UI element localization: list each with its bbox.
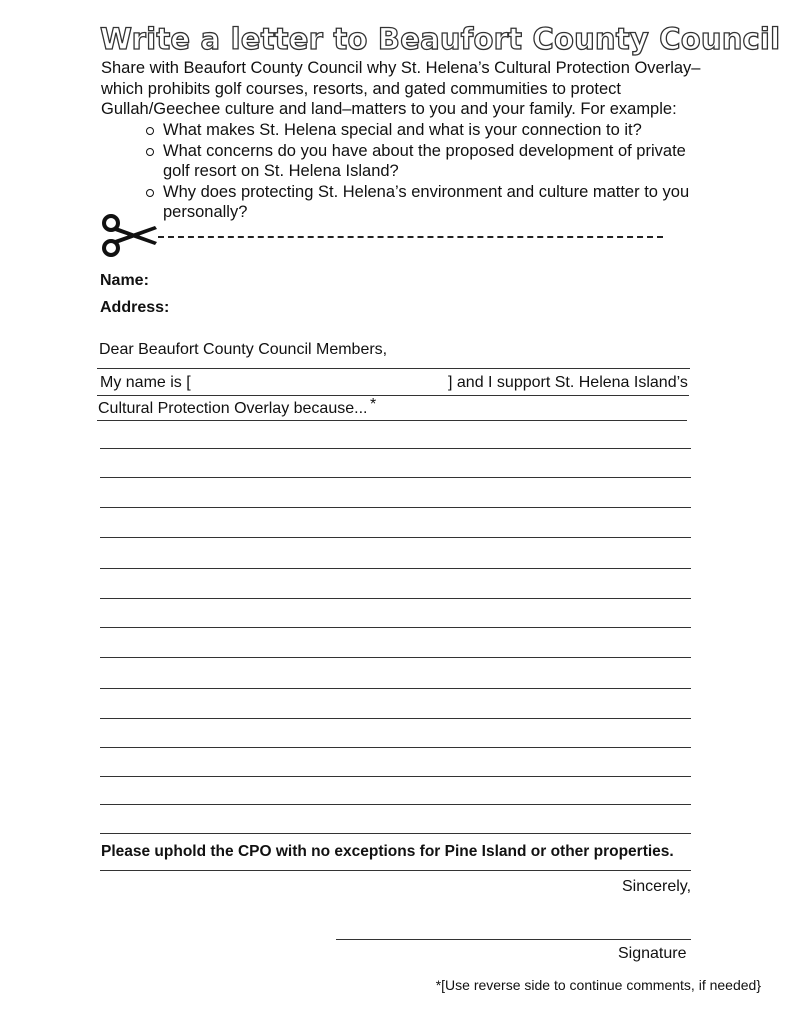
writing-line[interactable] [100,718,691,719]
rule-salutation [97,368,690,369]
page-title: Write a letter to Beaufort County Council [100,22,781,56]
signature-line[interactable] [336,939,691,940]
writing-line[interactable] [100,657,691,658]
rule-because [97,420,687,421]
salutation: Dear Beaufort County Council Members, [99,341,388,358]
list-item: What concerns do you have about the proposed development of private golf resort on St. Helena Island? [145,141,705,182]
closing-statement: Please uphold the CPO with no exceptions for Pine Island or other properties. [101,843,674,860]
scissors-icon [100,214,160,258]
cut-line [158,236,663,238]
writing-line[interactable] [100,688,691,689]
rule-my-name [97,395,689,396]
writing-line[interactable] [100,537,691,538]
writing-line[interactable] [100,477,691,478]
list-item: What makes St. Helena special and what is your connection to it? [145,120,705,141]
writing-line[interactable] [100,448,691,449]
name-label: Name: [100,272,149,289]
writing-line[interactable] [100,627,691,628]
address-label: Address: [100,299,170,316]
writing-line[interactable] [100,833,691,834]
writing-line[interactable] [100,598,691,599]
writing-line[interactable] [100,804,691,805]
sign-off: Sincerely, [622,878,692,895]
name-blank[interactable] [192,372,444,392]
my-name-suffix: ] and I support St. Helena Island’s [448,374,688,391]
signature-label: Signature [618,945,687,962]
rule-closing [100,870,691,871]
asterisk: * [370,396,377,413]
because-text: Cultural Protection Overlay because... [98,400,368,417]
list-item: Why does protecting St. Helena’s environment and culture matter to you personally? [145,182,705,223]
intro-paragraph: Share with Beaufort County Council why St. Helena’s Cultural Protection Overlay–which prohibits golf courses, resorts, and gated commumities to protect Gullah/Geechee culture and land–matters to you and your family. For example: [101,59,701,118]
my-name-prefix: My name is [ [100,374,191,391]
writing-line[interactable] [100,747,691,748]
writing-line[interactable] [100,507,691,508]
prompt-list [145,120,705,223]
footnote: *[Use reverse side to continue comments, if needed} [435,977,761,993]
writing-line[interactable] [100,776,691,777]
writing-line[interactable] [100,568,691,569]
